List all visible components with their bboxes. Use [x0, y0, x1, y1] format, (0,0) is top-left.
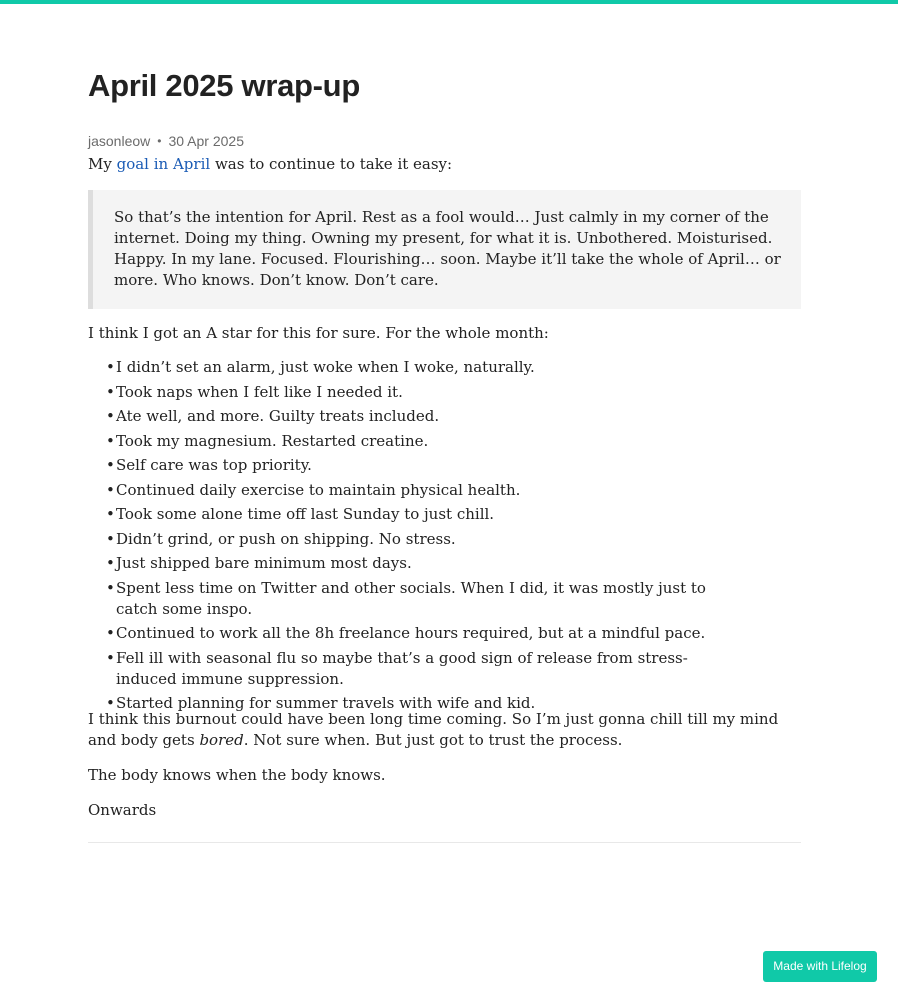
list-item	[88, 623, 801, 644]
intro-paragraph: My goal in April was to continue to take it easy:	[88, 155, 453, 173]
bullet-icon: •	[106, 554, 115, 572]
meta-separator: •	[157, 134, 162, 148]
divider	[88, 842, 801, 843]
list-item-text: Ate well, and more. Guilty treats included.	[116, 407, 440, 425]
month-list	[88, 357, 801, 718]
bullet-icon: •	[106, 431, 115, 450]
made-with-lifelog-button[interactable]: Made with Lifelog	[763, 951, 877, 982]
post-meta	[88, 131, 244, 152]
list-item	[88, 357, 801, 378]
paragraph-body-knows: The body knows when the body knows.	[88, 766, 386, 784]
list-item-text: Continued to work all the 8h freelance hours required, but at a mindful pace.	[116, 624, 706, 642]
author-name[interactable]: jasonleow	[88, 133, 151, 149]
post-date: 30 Apr 2025	[168, 133, 244, 149]
bullet-icon: •	[106, 694, 115, 712]
list-item-text: Took naps when I felt like I needed it.	[116, 382, 403, 401]
bullet-icon: •	[106, 382, 115, 401]
list-item	[88, 578, 801, 620]
paragraph-burnout: I think this burnout could have been long time coming. So I’m just gonna chill till my mind and body gets bored. Not sure when. But just got to trust the process.	[88, 710, 779, 749]
bullet-icon: •	[106, 407, 115, 425]
bullet-icon: •	[106, 529, 115, 548]
bullet-icon: •	[106, 505, 115, 523]
bullet-icon: •	[106, 456, 115, 474]
list-item-text: I didn’t set an alarm, just woke when I woke, naturally.	[116, 358, 535, 376]
list-item	[88, 480, 801, 501]
list-item	[88, 504, 801, 525]
list-item	[88, 455, 801, 476]
goal-in-april-link[interactable]: goal in April	[116, 155, 211, 173]
paragraph-onwards: Onwards	[88, 801, 157, 819]
list-item-text: Didn’t grind, or push on shipping. No stress.	[116, 529, 456, 548]
list-item-text: Took some alone time off last Sunday to just chill.	[116, 505, 495, 523]
quote-text: So that’s the intention for April. Rest as a fool would… Just calmly in my corner of the internet. Doing my thing. Owning my present, for what it is. Unbothered. Moisturised. Happy. In my lane. Focused. Flourishing… soon. Maybe it’ll take the whole of April… or more. Who knows. Don’t know. Don’t care.	[114, 208, 781, 289]
emphasis-bored: bored	[199, 731, 244, 749]
bullet-icon: •	[106, 480, 115, 499]
list-item	[88, 406, 801, 427]
list-item	[88, 529, 801, 550]
list-item	[88, 382, 801, 403]
list-item-text: Just shipped bare minimum most days.	[116, 554, 412, 572]
bullet-icon: •	[106, 358, 115, 376]
bullet-icon: •	[106, 648, 115, 667]
list-item	[88, 648, 801, 690]
bullet-icon: •	[106, 578, 115, 597]
list-item-text: Fell ill with seasonal flu so maybe that’s a good sign of release from stress-induced immune suppression.	[116, 648, 688, 688]
list-item	[88, 431, 801, 452]
blockquote	[88, 190, 801, 309]
list-item-text: Self care was top priority.	[116, 456, 312, 474]
list-item	[88, 553, 801, 574]
bullet-icon: •	[106, 624, 115, 642]
list-item-text: Spent less time on Twitter and other socials. When I did, it was mostly just to catch some inspo.	[116, 578, 706, 618]
list-item-text: Started planning for summer travels with wife and kid.	[116, 694, 536, 712]
list-item-text: Took my magnesium. Restarted creatine.	[116, 431, 429, 450]
list-item-text: Continued daily exercise to maintain physical health.	[116, 480, 521, 499]
top-accent-bar	[0, 0, 898, 4]
paragraph-a-star: I think I got an A star for this for sure. For the whole month:	[88, 324, 549, 342]
page-title: April 2025 wrap-up	[88, 68, 360, 103]
